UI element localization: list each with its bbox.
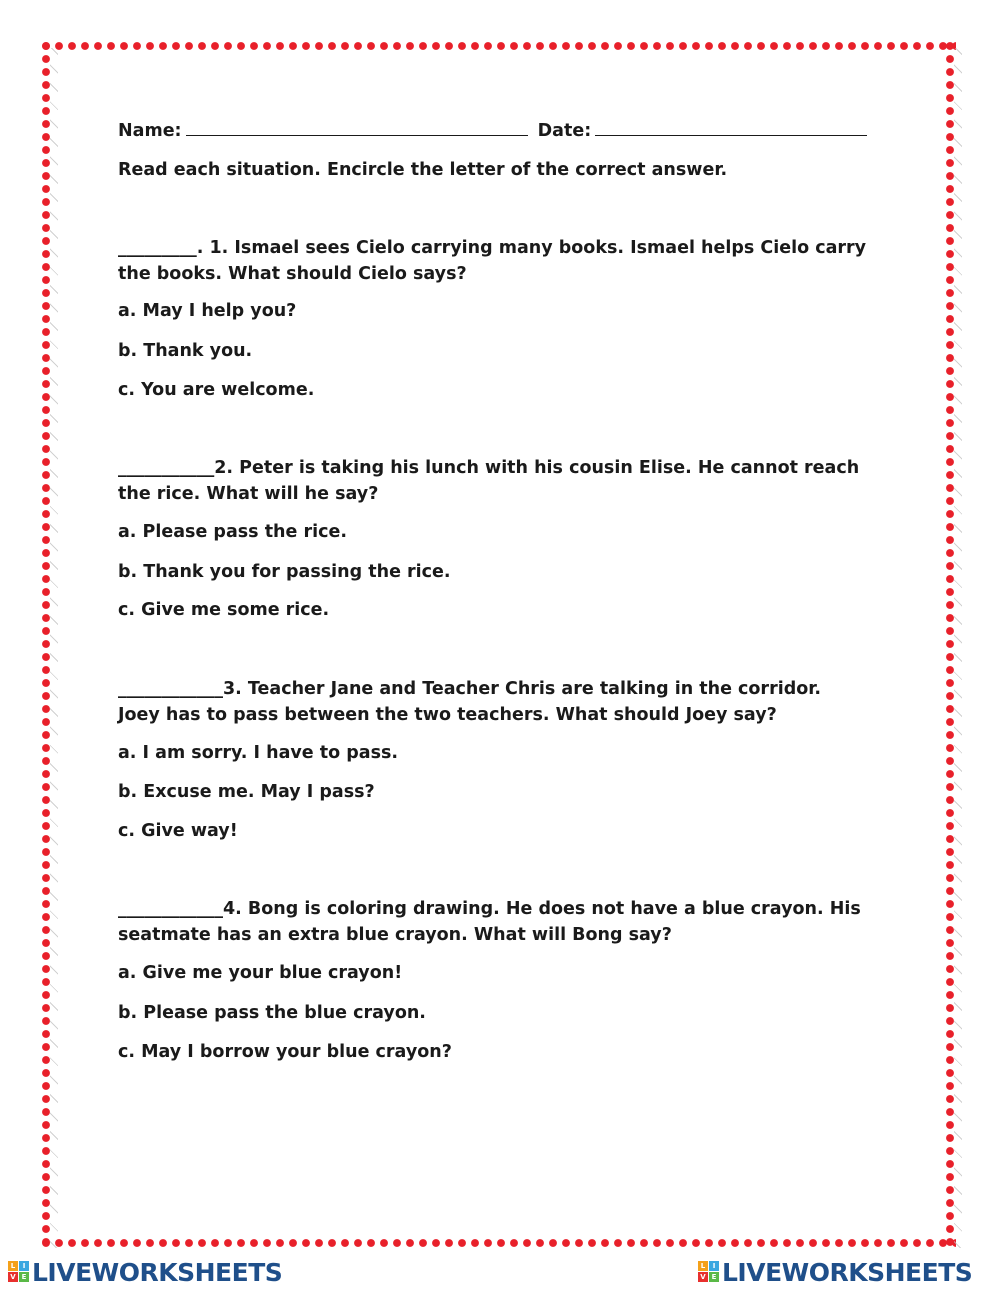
logo-text: LIVEWORKSHEETS [722,1257,973,1287]
question-2-option-c[interactable]: c. Give me some rice. [118,600,330,620]
logo-text: LIVEWORKSHEETS [32,1257,283,1287]
border-left-shadow [50,48,58,1248]
logo-cubes-icon: L I V E [698,1261,720,1283]
liveworksheets-logo-left [8,1257,282,1287]
question-2-prompt: ___________2. Peter is taking his lunch with his cousin Elise. He cannot reach the rice. What will he say? [118,458,860,504]
date-field[interactable] [595,117,867,136]
question-4-option-b[interactable]: b. Please pass the blue crayon. [118,1003,426,1023]
liveworksheets-logo-right [698,1257,972,1287]
question-2-option-a[interactable]: a. Please pass the rice. [118,522,347,542]
question-3-prompt: ____________3. Teacher Jane and Teacher Chris are talking in the corridor. Joey has to pass between the two teachers. What should Joey say? [118,679,822,725]
logo-cubes-icon: L I V E [8,1261,30,1283]
question-1-option-c[interactable]: c. You are welcome. [118,380,315,400]
question-1-prompt: _________. 1. Ismael sees Cielo carrying many books. Ismael helps Cielo carry the books. What should Cielo says? [118,238,867,284]
question-4-option-a[interactable]: a. Give me your blue crayon! [118,963,403,983]
question-3-option-c[interactable]: c. Give way! [118,821,238,841]
instructions: Read each situation. Encircle the letter of the correct answer. [118,160,728,180]
name-date-row [118,117,867,144]
question-1-option-b[interactable]: b. Thank you. [118,341,253,361]
question-2-option-b[interactable]: b. Thank you for passing the rice. [118,562,451,582]
border-top-dots [40,40,956,52]
name-field[interactable] [186,117,528,136]
question-4-option-c[interactable]: c. May I borrow your blue crayon? [118,1042,452,1062]
question-3-option-b[interactable]: b. Excuse me. May I pass? [118,782,375,802]
date-label: Date: [537,121,592,141]
border-bottom-dots [40,1237,956,1249]
question-4-prompt: ____________4. Bong is coloring drawing. He does not have a blue crayon. His seatmate has an extra blue crayon. What will Bong say? [118,899,861,945]
name-label: Name: [118,121,182,141]
question-3-option-a[interactable]: a. I am sorry. I have to pass. [118,743,399,763]
border-right-shadow [954,48,962,1248]
question-1-option-a[interactable]: a. May I help you? [118,301,297,321]
